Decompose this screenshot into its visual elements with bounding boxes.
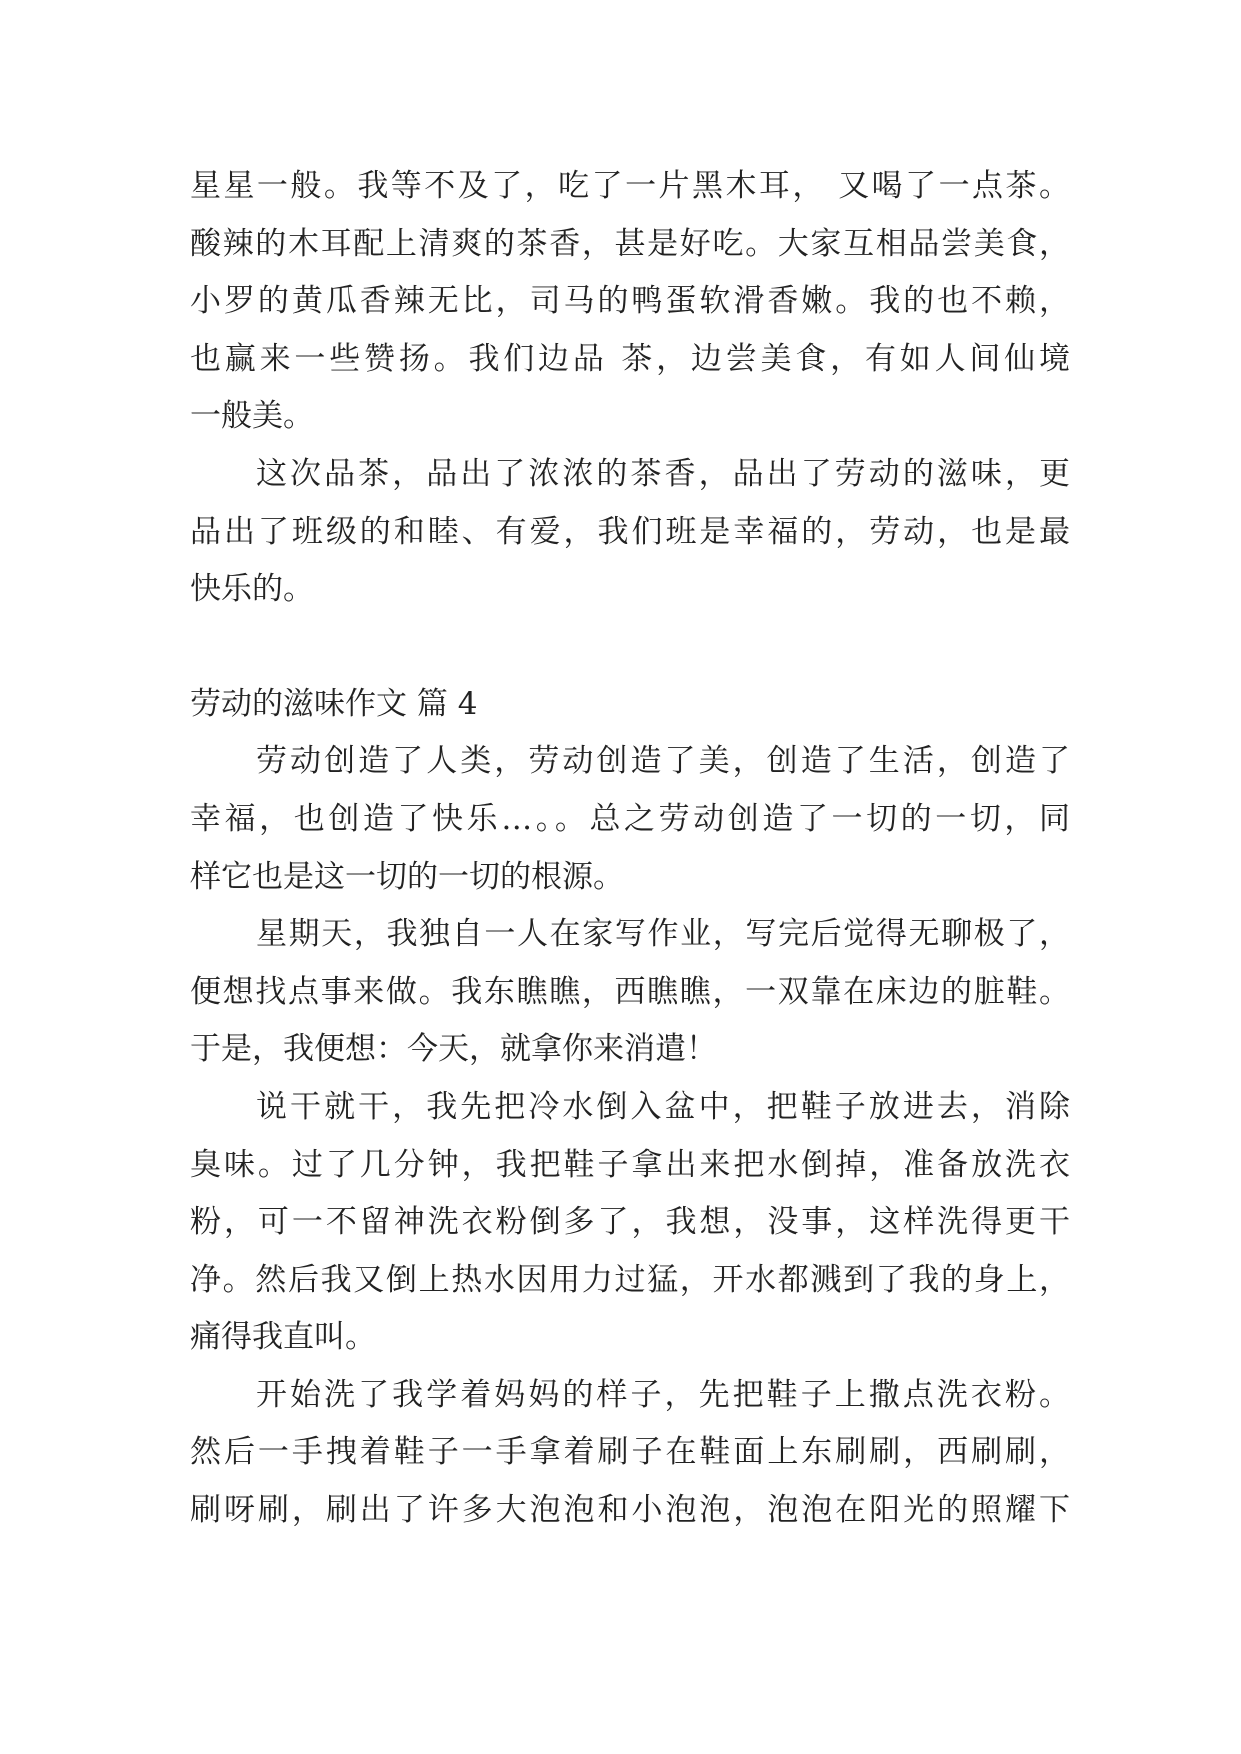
text-line: 净。然后我又倒上热水因用力过猛，开水都溅到了我的身上，: [190, 1261, 1070, 1298]
text-line: 一般美。: [190, 398, 314, 435]
text-line: 说干就干，我先把冷水倒入盆中，把鞋子放进去，消除: [256, 1088, 1070, 1125]
text-line: 小罗的黄瓜香辣无比，司马的鸭蛋软滑香嫩。我的也不赖，: [190, 283, 1070, 320]
section-title: 劳动的滋味作文 篇 4: [190, 685, 478, 722]
body-paragraph: [190, 906, 1070, 1079]
text-line: 这次品茶，品出了浓浓的茶香，品出了劳动的滋味，更: [256, 455, 1070, 492]
text-line: 劳动创造了人类，劳动创造了美，创造了生活，创造了: [256, 743, 1070, 780]
text-line: 然后一手拽着鞋子一手拿着刷子在鞋面上东刷刷，西刷刷，: [190, 1434, 1070, 1471]
document-page: [190, 158, 1070, 1540]
body-paragraph: [190, 733, 1070, 906]
body-paragraph: [190, 1367, 1070, 1540]
text-line: 便想找点事来做。我东瞧瞧，西瞧瞧，一双靠在床边的脏鞋。: [190, 973, 1070, 1010]
continuation-paragraph: [190, 158, 1070, 446]
body-paragraph: [190, 1079, 1070, 1367]
text-line: 星星一般。我等不及了，吃了一片黑木耳， 又喝了一点茶。: [190, 168, 1070, 204]
text-line: 星期天，我独自一人在家写作业，写完后觉得无聊极了，: [256, 916, 1070, 953]
text-line: 样它也是这一切的一切的根源。: [190, 858, 624, 895]
text-line: 幸福，也创造了快乐…。。总之劳动创造了一切的一切，同: [190, 800, 1070, 837]
text-line: 快乐的。: [190, 571, 314, 608]
text-line: 刷呀刷，刷出了许多大泡泡和小泡泡，泡泡在阳光的照耀下: [190, 1492, 1070, 1529]
conclusion-paragraph: [190, 446, 1070, 619]
text-line: 品出了班级的和睦、有爱，我们班是幸福的，劳动，也是最: [190, 513, 1070, 550]
text-line: 痛得我直叫。: [190, 1319, 376, 1356]
text-line: 酸辣的木耳配上清爽的茶香，甚是好吃。大家互相品尝美食，: [190, 225, 1070, 262]
text-line: 臭味。过了几分钟，我把鞋子拿出来把水倒掉，准备放洗衣: [190, 1146, 1070, 1183]
text-line: 开始洗了我学着妈妈的样子，先把鞋子上撒点洗衣粉。: [256, 1376, 1070, 1413]
text-line: 也赢来一些赞扬。我们边品 茶，边尝美食，有如人间仙境: [190, 340, 1070, 377]
text-line: 于是，我便想：今天，就拿你来消遣！: [190, 1031, 717, 1068]
text-line: 粉，可一不留神洗衣粉倒多了，我想，没事，这样洗得更干: [190, 1204, 1070, 1241]
